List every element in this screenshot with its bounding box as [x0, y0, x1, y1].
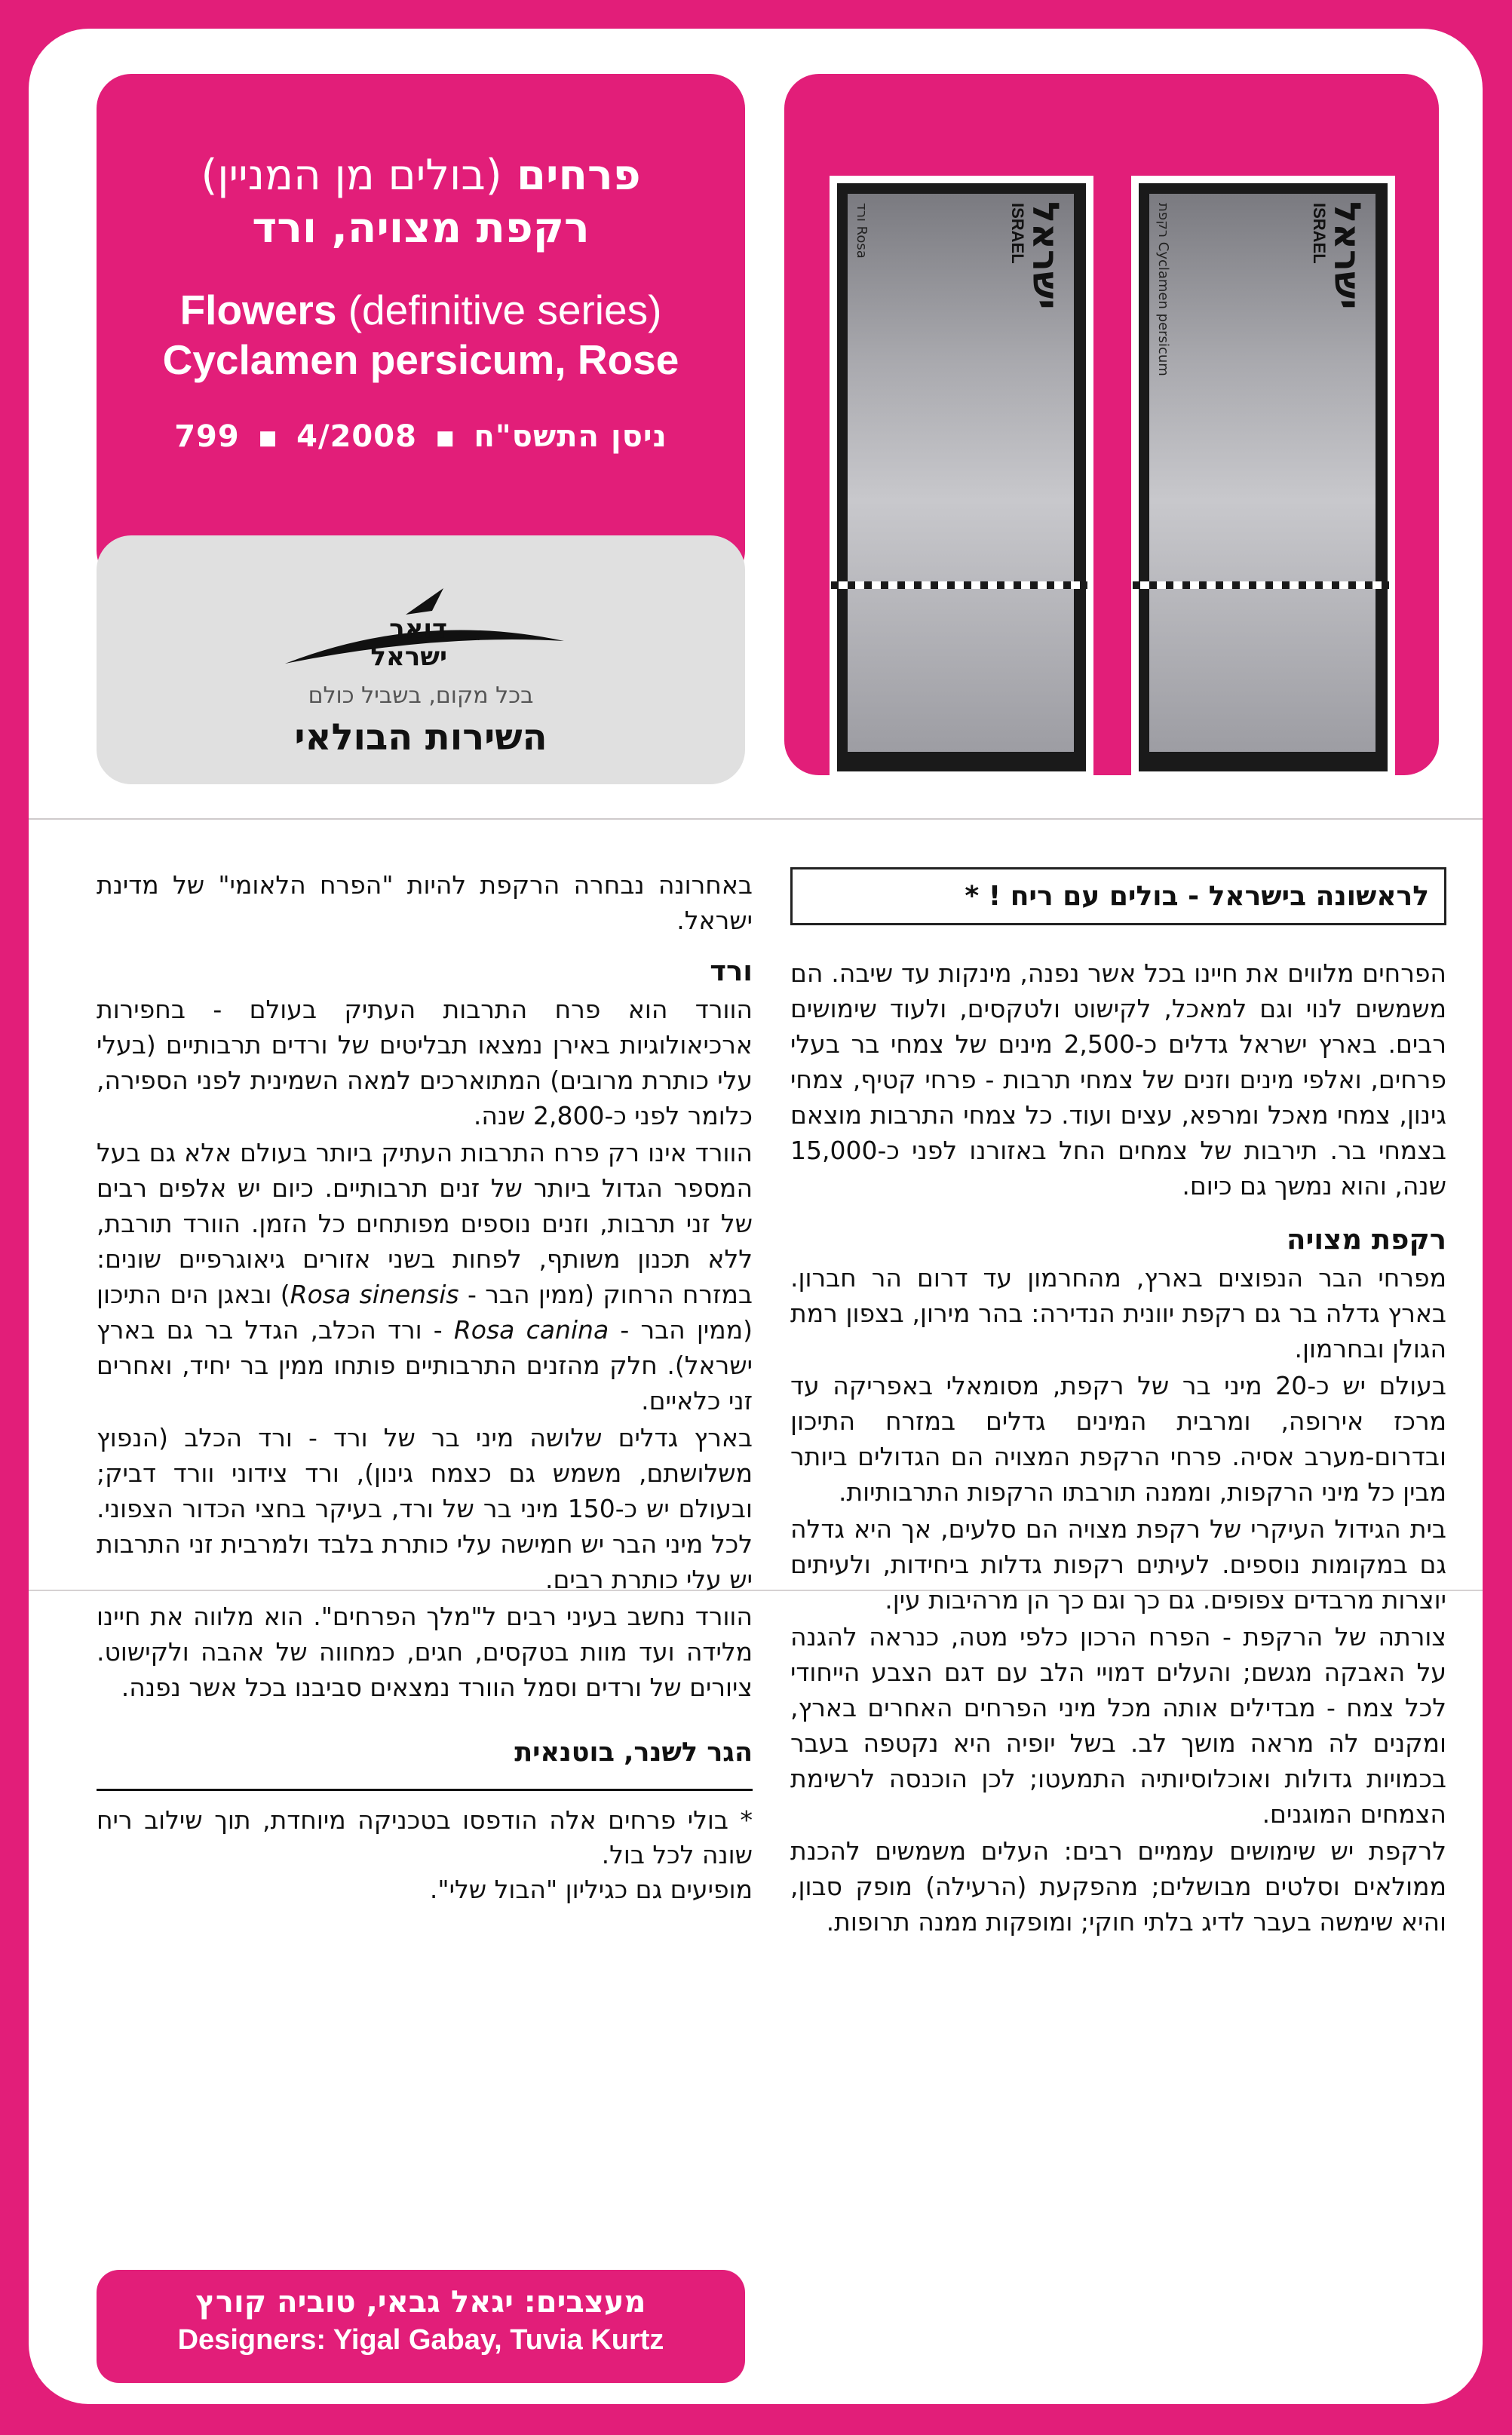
issue-date-hebrew: ניסן התשס"ח [474, 419, 667, 454]
footnote-scent: * בולי פרחים אלה הודפסו בטכניקה מיוחדת, תוך שילוב ריח שונה לכל בול. [97, 1805, 753, 1869]
stamp-perforation [1133, 581, 1389, 589]
stamp-country-hebrew: ישראל [1024, 201, 1066, 310]
stamp-rose [830, 176, 1093, 779]
fold-line [29, 818, 1483, 820]
stamp-flower-latin: Rosa [854, 225, 869, 259]
designers-panel [97, 2270, 745, 2383]
rose-paragraph-1: הוורד הוא פרח התרבות העתיק בעולם - בחפירות ארכיאולוגיות באירן נמצאו תבליטים של ורדים תרבותיים (בעלי עלי כותרת מרובים) המתוארכים למאה השמינית לפני הספירה, כלומר לפני כ-2,800 שנה. [97, 995, 753, 1130]
hebrew-title [97, 149, 745, 255]
stamp-flower-he: ורד [854, 203, 869, 222]
hebrew-title-line2: רקפת מצויה, ורד [252, 204, 590, 253]
israel-post-logo-icon [270, 581, 572, 694]
cyclamen-paragraph-3: בית הגידול העיקרי של רקפת מצויה הם סלעים, אך היא גדלה גם במקומות נוספים. לעיתים רקפות גדלות ביחידות, ולעיתים יוצרות מרבדים צפופים. גם כך וגם כך הן מרהיבות עין. [790, 1514, 1446, 1615]
latin-rosa-canina: Rosa canina [453, 1315, 609, 1345]
issue-number: 799 [174, 419, 240, 454]
rose-paragraph-2-b: ) ובאגן הים התיכון (ממין הבר - [97, 1280, 753, 1345]
designers-english: Designers: Yigal Gabay, Tuvia Kurtz [177, 2324, 664, 2356]
flowers-intro-paragraph: הפרחים מלווים את חיינו בכל אשר נפנה, מינקות עד שיבה. הם משמשים לנוי וגם למאכל, לקישוט ולטקסים, ולעוד שימושים רבים. בארץ ישראל גדלים כ-2,500 מינים של צמחי בר בעלי פרחים, ואלפי מינים וזנים של צמחי תרבות - פרחי קטיף, צמחי גינון, צמחי מאכל ומרפא, עצים ועוד. כל צמחי התרבות מוצאם בצמחי בר. תירבות של צמחים החל באזורנו לפני כ-15,000 שנה, והוא נמשך גם כיום. [790, 958, 1446, 1201]
rose-paragraph-2-c: - ורד הכלב, הגדל בר גם בארץ ישראל). חלק מהזנים התרבותיים פותחו ממין בר יחיד, ואחרים זני כלאיים. [97, 1315, 753, 1415]
stamp-panel [784, 74, 1439, 775]
issue-info [97, 419, 745, 454]
rose-paragraph-2-a: הוורד אינו רק פרח התרבות העתיק ביותר בעולם אלא גם בעל המספר הגדול ביותר של זנים תרבותיים. כיום יש אלפים רבים של זני תרבות, וזנים נוספים מפותחים כל הזמן. הוורד תורבת, ללא תכנון משותף, לפחות בשני אזורים גיאוגרפיים שונים: במזרח הרחוק (ממין הבר - [97, 1138, 753, 1309]
stamp-cyclamen [1131, 176, 1395, 779]
cyclamen-paragraph-5: לרקפת יש שימושים עממיים רבים: העלים משמשים להכנת ממולאים וסלטים מבושלים; מהפקעת (הרעילה) מופק סבון, והיא שימשה בעבר לדיג בלתי חוקי; ומופקות ממנה תרופות. [790, 1836, 1446, 1937]
english-title-series: (definitive series) [348, 287, 662, 333]
left-text-column [97, 867, 753, 1907]
cyclamen-paragraph-4: צורתה של הרקפת - הפרח הרכון כלפי מטה, כנראה להגנה על האבקה מגשם; והעלים דמויי הלב עם דגם הצבע הייחודי לכל צמח - מבדילים אותה מכל מיני הפרחים האחרים בארץ, ומקנים לה מראה מושך לב. בשל יופיה היא נקטפה בעבר בכמויות גדולות ואוכלוסיותיה התמעטו; לכן הוכנסה לרשימת הצמחים המוגנים. [790, 1622, 1446, 1829]
rose-paragraph-4: הוורד נחשב בעיני רבים ל"מלך הפרחים". הוא מלווה את חיינו מלידה ועד מוות בטקסים, חגים, כמחווה של אהבה ולקישוט. ציורים של ורדים וסמל הוורד נמצאים סביבנו בכל אשר נפנה. [97, 1602, 753, 1702]
footnote-my-stamp: מופיעים גם כגיליון "הבול שלי". [429, 1875, 753, 1904]
logo-brand-line2: ישראל [370, 642, 447, 672]
author-signature: הגר לשנר, בוטנאית [514, 1737, 753, 1768]
cyclamen-paragraph-1: מפרחי הבר הנפוצים בארץ, מהחרמון עד דרום הר חברון. בארץ גדלה בר גם רקפת יוונית הנדירה: בהר מירון, בצפון רמת הגולן ובחרמון. [790, 1263, 1446, 1363]
cyclamen-heading: רקפת מצויה [1287, 1223, 1446, 1256]
logo-tagline: בכל מקום, בשביל כולם [308, 682, 534, 709]
rose-paragraph-3: בארץ גדלים שלושה מיני בר של ורד - ורד הכלב (הנפוץ משלושתם, משמש גם כצמח גינון), ורד צידוני וורד דביק; ובעולם יש כ-150 מיני בר של ורד, בעיקר בחצי הכדור הצפוני. לכל מיני הבר יש חמישה עלי כותרת בלבד ולמרבית זני התרבות יש עלי כותרת רבים. [97, 1423, 753, 1594]
right-text-column [790, 867, 1446, 1941]
english-title-line2: Cyclamen persicum, Rose [162, 336, 679, 383]
stamp-country-hebrew: ישראל [1326, 201, 1368, 310]
stamp-flower-name [1155, 203, 1171, 376]
stamp-flower-name [854, 203, 869, 259]
title-panel [97, 74, 745, 585]
israel-post-logo-panel [97, 535, 745, 784]
stamp-country: ISRAEL [1310, 203, 1329, 264]
logo-deer-antler [406, 588, 443, 615]
divider [97, 1789, 753, 1791]
bullet-separator-2: ■ [435, 427, 455, 449]
rose-paragraph-2 [97, 1135, 753, 1418]
logo-brand-line1: דואר [389, 614, 447, 644]
latin-rosa-sinensis: Rosa sinensis [290, 1280, 459, 1309]
english-title [97, 285, 745, 385]
scented-stamps-banner: לראשונה בישראל - בולים עם ריח ! * [790, 867, 1446, 925]
issue-date: 4/2008 [296, 419, 417, 454]
rose-heading: ורד [710, 955, 753, 987]
hebrew-title-bold: פרחים [517, 151, 641, 200]
cyclamen-paragraph-2: בעולם יש כ-20 מיני בר של רקפת, מסומאלי באפריקה עד מרכז אירופה, ומרבית המינים גדלים במזרח התיכון ובדרום-מערב אסיה. פרחי הרקפת המצויה הם הגדולים ביותר מבין כל מיני הרקפות, וממנה תורבתו הרקפות התרבותיות. [790, 1371, 1446, 1507]
stamp-country: ISRAEL [1008, 203, 1027, 264]
hebrew-title-series: (בולים מן המניין) [201, 151, 502, 200]
english-title-bold: Flowers [179, 287, 337, 333]
national-flower-paragraph: באחרונה נבחרה הרקפת להיות "הפרח הלאומי" של מדינת ישראל. [97, 870, 753, 935]
bullet-separator: ■ [258, 427, 278, 449]
stamp-perforation [831, 581, 1087, 589]
stamp-flower-he: רקפת [1155, 203, 1171, 238]
designers-hebrew: מעצבים: יגאל גבאי, טוביה קורץ [195, 2285, 646, 2320]
philatelic-service-name: השירות הבולאי [294, 716, 547, 759]
stamp-flower-latin: Cyclamen persicum [1155, 241, 1171, 376]
